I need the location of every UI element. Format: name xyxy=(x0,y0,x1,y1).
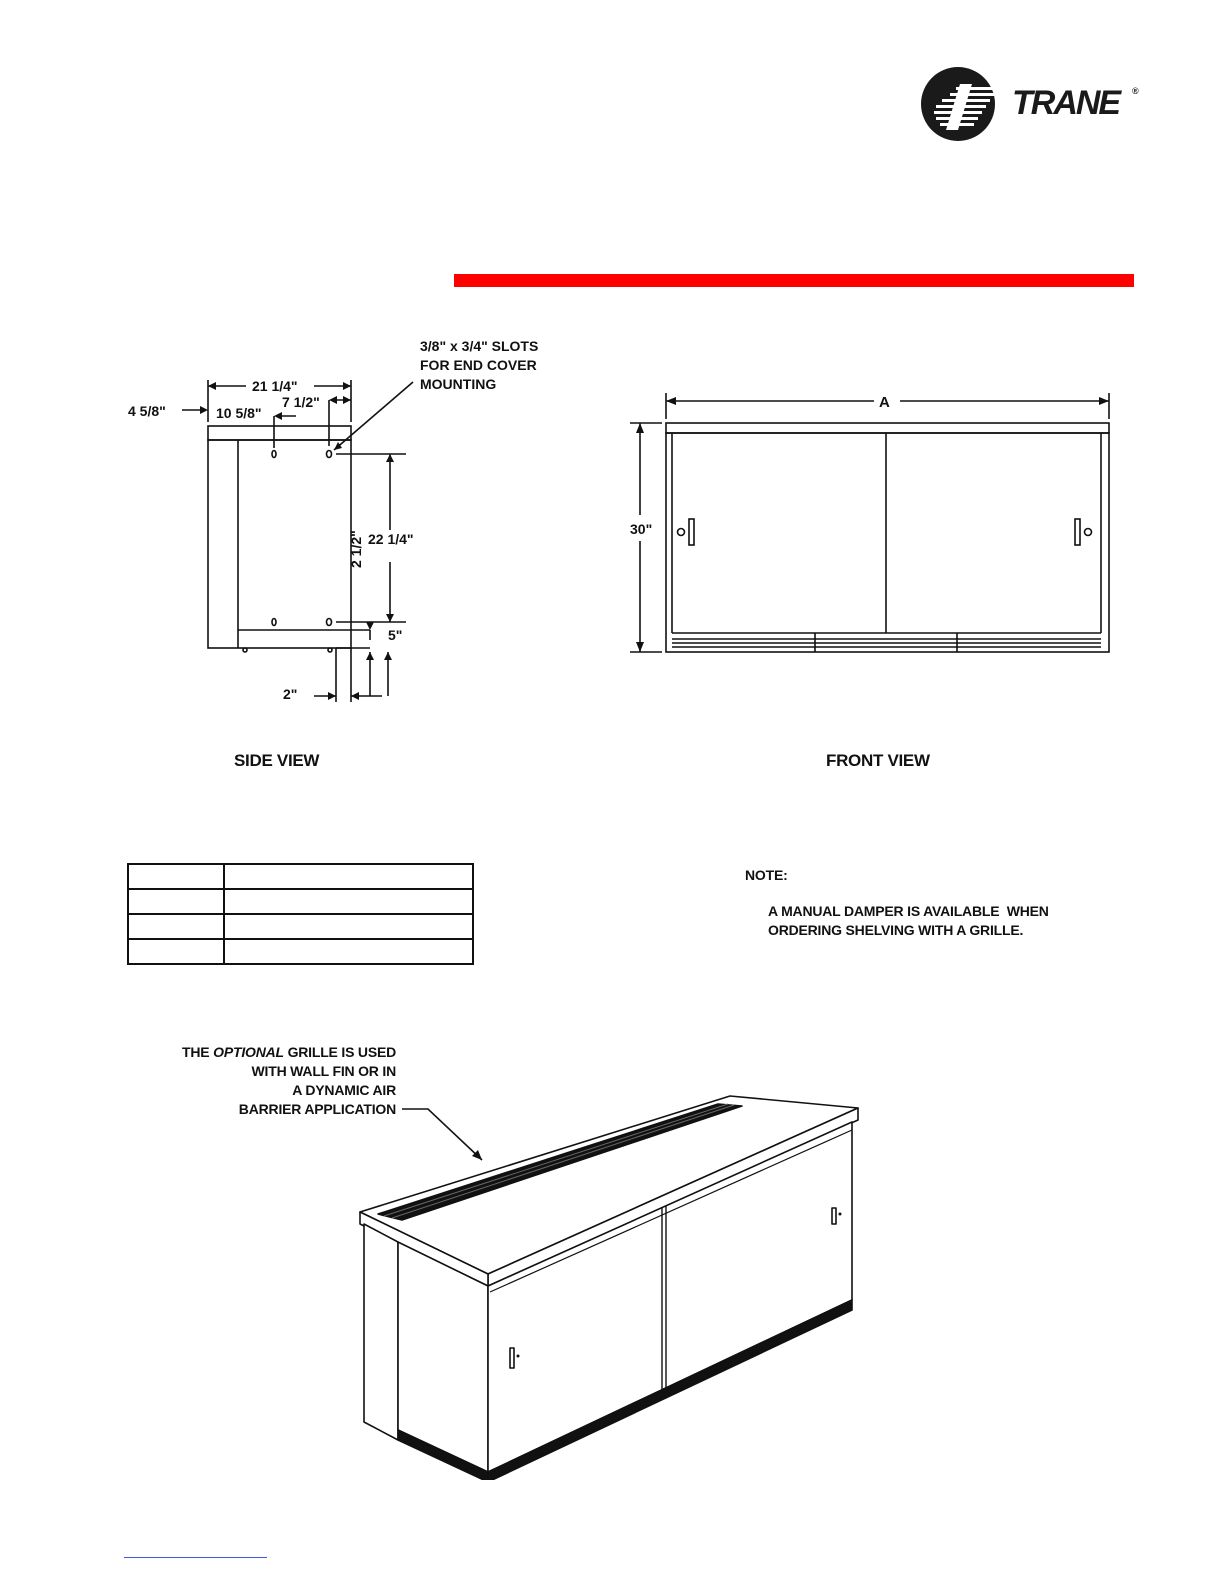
side-dim-left-offset: 4 5/8" xyxy=(128,403,166,419)
front-view-caption: FRONT VIEW xyxy=(826,751,930,770)
front-view-drawing xyxy=(620,385,1120,665)
side-dim-right-offset: 7 1/2" xyxy=(282,394,320,410)
front-dim-width: A xyxy=(879,394,890,411)
note-line: ORDERING SHELVING WITH A GRILLE. xyxy=(768,922,1024,938)
note-line: A MANUAL DAMPER IS AVAILABLE WHEN xyxy=(768,903,1049,919)
table-row xyxy=(128,889,473,914)
callout-optional-word: OPTIONAL xyxy=(213,1044,284,1060)
front-dim-height: 30" xyxy=(630,521,653,537)
side-dim-toe: 2" xyxy=(283,686,298,702)
side-dim-vertical: 22 1/4" xyxy=(368,531,414,547)
side-view-caption: SIDE VIEW xyxy=(234,751,320,770)
side-dim-hole-spacing: 10 5/8" xyxy=(216,405,262,421)
table-row xyxy=(128,914,473,939)
side-dim-vertical-inner: 2 1/2" xyxy=(348,530,364,568)
table-cell xyxy=(128,889,224,914)
table-cell xyxy=(224,889,473,914)
grille-callout-line: A DYNAMIC AIR xyxy=(292,1082,396,1098)
table-cell xyxy=(128,914,224,939)
table-cell xyxy=(128,864,224,889)
grille-leader-line xyxy=(400,1100,500,1170)
slots-callout-line: 3/8" x 3/4" SLOTS xyxy=(420,338,539,354)
table-row xyxy=(128,864,473,889)
grille-callout-line: BARRIER APPLICATION xyxy=(238,1101,396,1117)
registered-mark: ® xyxy=(1132,86,1139,96)
grille-callout-line: WITH WALL FIN OR IN xyxy=(251,1063,396,1079)
table-cell xyxy=(224,914,473,939)
footer-link-rule xyxy=(124,1557,267,1558)
callout-line1-rest: GRILLE IS USED xyxy=(283,1044,396,1060)
table-row xyxy=(128,939,473,964)
grille-callout-line xyxy=(150,1043,396,1062)
side-dim-base: 5" xyxy=(388,627,403,643)
table-cell xyxy=(224,864,473,889)
slots-callout-line: FOR END COVER xyxy=(420,357,537,373)
table-cell xyxy=(224,939,473,964)
table-cell xyxy=(128,939,224,964)
dimension-table xyxy=(127,863,474,965)
brand-wordmark: TRANE xyxy=(1012,84,1120,122)
slots-callout-line: MOUNTING xyxy=(420,376,497,392)
note-body xyxy=(768,902,1049,940)
callout-prefix: THE xyxy=(182,1044,214,1060)
header-red-rule xyxy=(454,274,1134,287)
side-slots-callout xyxy=(420,337,538,394)
trane-logo xyxy=(920,66,1150,144)
side-dim-overall-width: 21 1/4" xyxy=(252,378,298,394)
note-heading: NOTE: xyxy=(745,867,788,883)
